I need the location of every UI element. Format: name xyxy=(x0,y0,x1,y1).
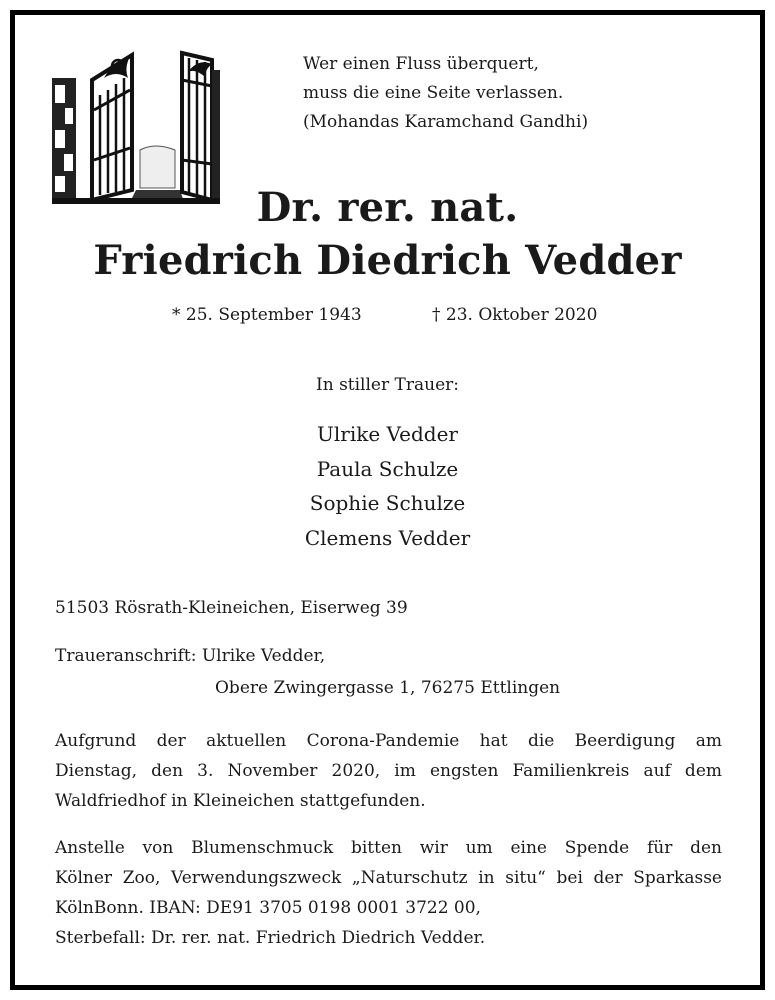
deceased-name: Friedrich Diedrich Vedder xyxy=(93,237,682,284)
paragraph-line: Aufgrund der aktuellen Corona-Pandemie hat die Beerdigung am xyxy=(55,731,722,751)
mourner-name: Sophie Schulze xyxy=(309,491,466,515)
paragraph-line: Sterbefall: Dr. rer. nat. Friedrich Diedrich Vedder. xyxy=(55,928,486,948)
mourner-name: Ulrike Vedder xyxy=(317,422,458,446)
quote-line: muss die eine Seite verlassen. xyxy=(303,83,564,103)
quote-line: Wer einen Fluss überquert, xyxy=(303,54,539,74)
mourner-name: Paula Schulze xyxy=(316,456,459,481)
quote xyxy=(303,50,588,137)
mourner-list xyxy=(0,417,775,555)
funeral-info-paragraph xyxy=(55,726,722,816)
donation-paragraph xyxy=(55,833,722,953)
mourning-address-line1: Traueranschrift: Ulrike Vedder, xyxy=(55,646,326,666)
paragraph-line: Anstelle von Blumenschmuck bitten wir um eine Spende für den xyxy=(55,838,722,858)
open-gate-illustration xyxy=(52,50,220,205)
home-address: 51503 Rösrath-Kleineichen, Eiserweg 39 xyxy=(55,598,408,618)
birth-date: * 25. September 1943 xyxy=(172,305,362,325)
mourning-heading: In stiller Trauer: xyxy=(316,375,459,395)
paragraph-line: Waldfriedhof in Kleineichen stattgefunden. xyxy=(55,791,426,811)
quote-author: (Mohandas Karamchand Gandhi) xyxy=(303,112,589,132)
mourning-address-line2: Obere Zwingergasse 1, 76275 Ettlingen xyxy=(215,678,561,698)
mourner-name: Clemens Vedder xyxy=(304,525,471,550)
paragraph-line: Kölner Zoo, Verwendungszweck „Naturschutz in situ“ bei der Sparkasse xyxy=(55,868,722,888)
deceased-title: Dr. rer. nat. xyxy=(256,184,519,231)
paragraph-line: Dienstag, den 3. November 2020, im engsten Familienkreis auf dem xyxy=(55,761,722,781)
paragraph-line: KölnBonn. IBAN: DE91 3705 0198 0001 3722 00, xyxy=(55,898,481,918)
death-date: † 23. Oktober 2020 xyxy=(432,305,598,325)
